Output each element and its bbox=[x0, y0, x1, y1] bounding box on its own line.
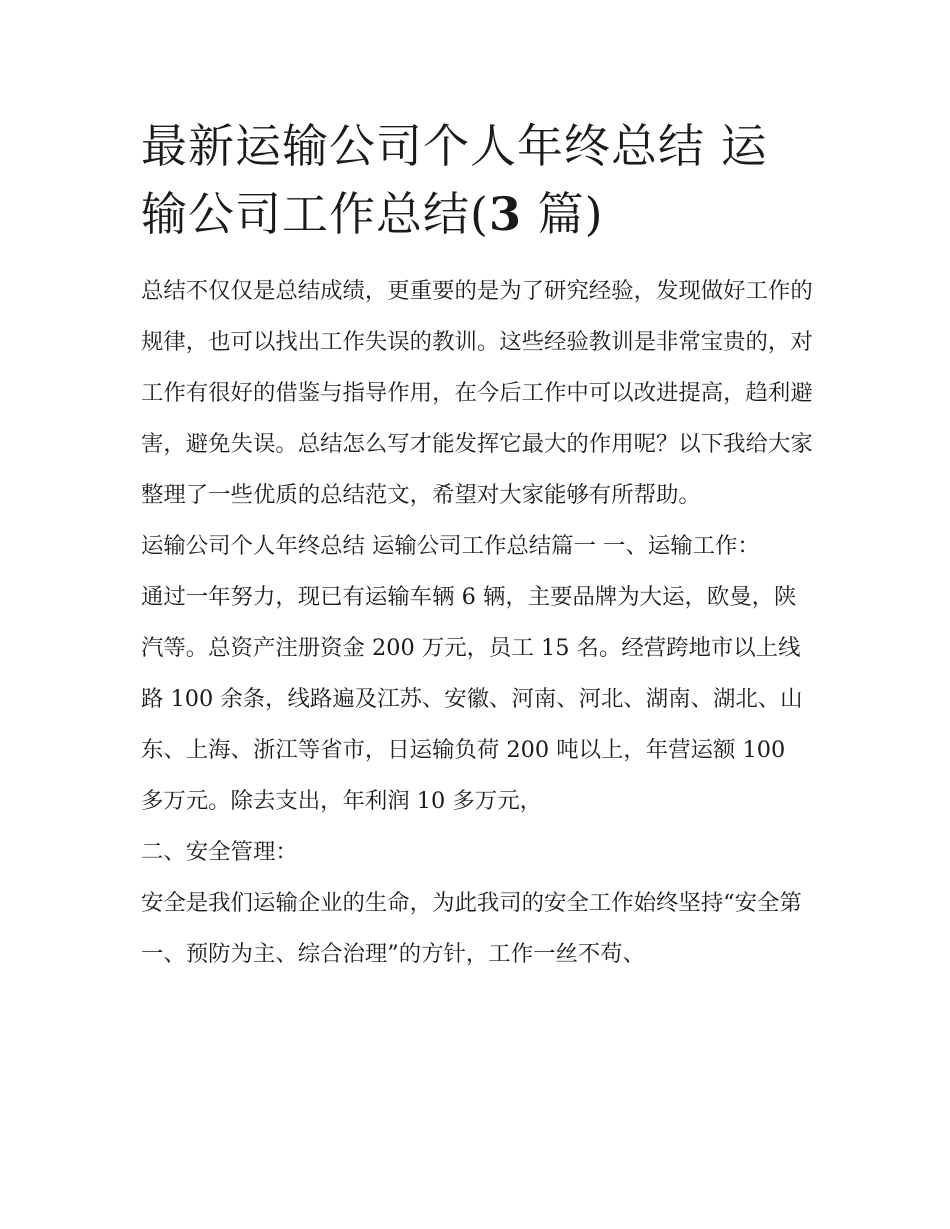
paragraph-transport-summary: 通过一年努力，现已有运输车辆 6 辆，主要品牌为大运，欧曼，陕汽等。总资产注册资金 200 万元，员工 15 名。经营跨地市以上线路 100 余条，线路遍及江苏、安徽、河南、河北、湖南、湖北、山东、上海、浙江等省市，日运输负荷 200 吨以上，年营运额 100 多万元。除去支出，年利润 10 多万元， bbox=[141, 584, 803, 814]
paragraph-safety-text: 安全是我们运输企业的生命，为此我司的安全工作始终坚持“安全第一、预防为主、综合治理”的方针，工作一丝不苟、 bbox=[141, 890, 802, 967]
document-page bbox=[141, 112, 813, 980]
paragraph-section-heading: 运输公司个人年终总结 运输公司工作总结篇一 一、运输工作： bbox=[141, 533, 760, 559]
paragraph-safety-heading: 二、安全管理： bbox=[141, 839, 298, 865]
title-article-count: 3 bbox=[488, 187, 522, 241]
document-body bbox=[141, 266, 813, 980]
title-text-end: 篇) bbox=[521, 187, 604, 241]
title-text-start: 最新运输公司个人年终总结 运输公司工作总结( bbox=[141, 119, 768, 241]
paragraph-intro: 总结不仅仅是总结成绩，更重要的是为了研究经验，发现做好工作的规律，也可以找出工作失误的教训。这些经验教训是非常宝贵的，对工作有很好的借鉴与指导作用，在今后工作中可以改进提高，趋利避害，避免失误。总结怎么写才能发挥它最大的作用呢？以下我给大家整理了一些优质的总结范文，希望对大家能够有所帮助。 bbox=[141, 278, 813, 508]
document-title bbox=[141, 112, 813, 248]
